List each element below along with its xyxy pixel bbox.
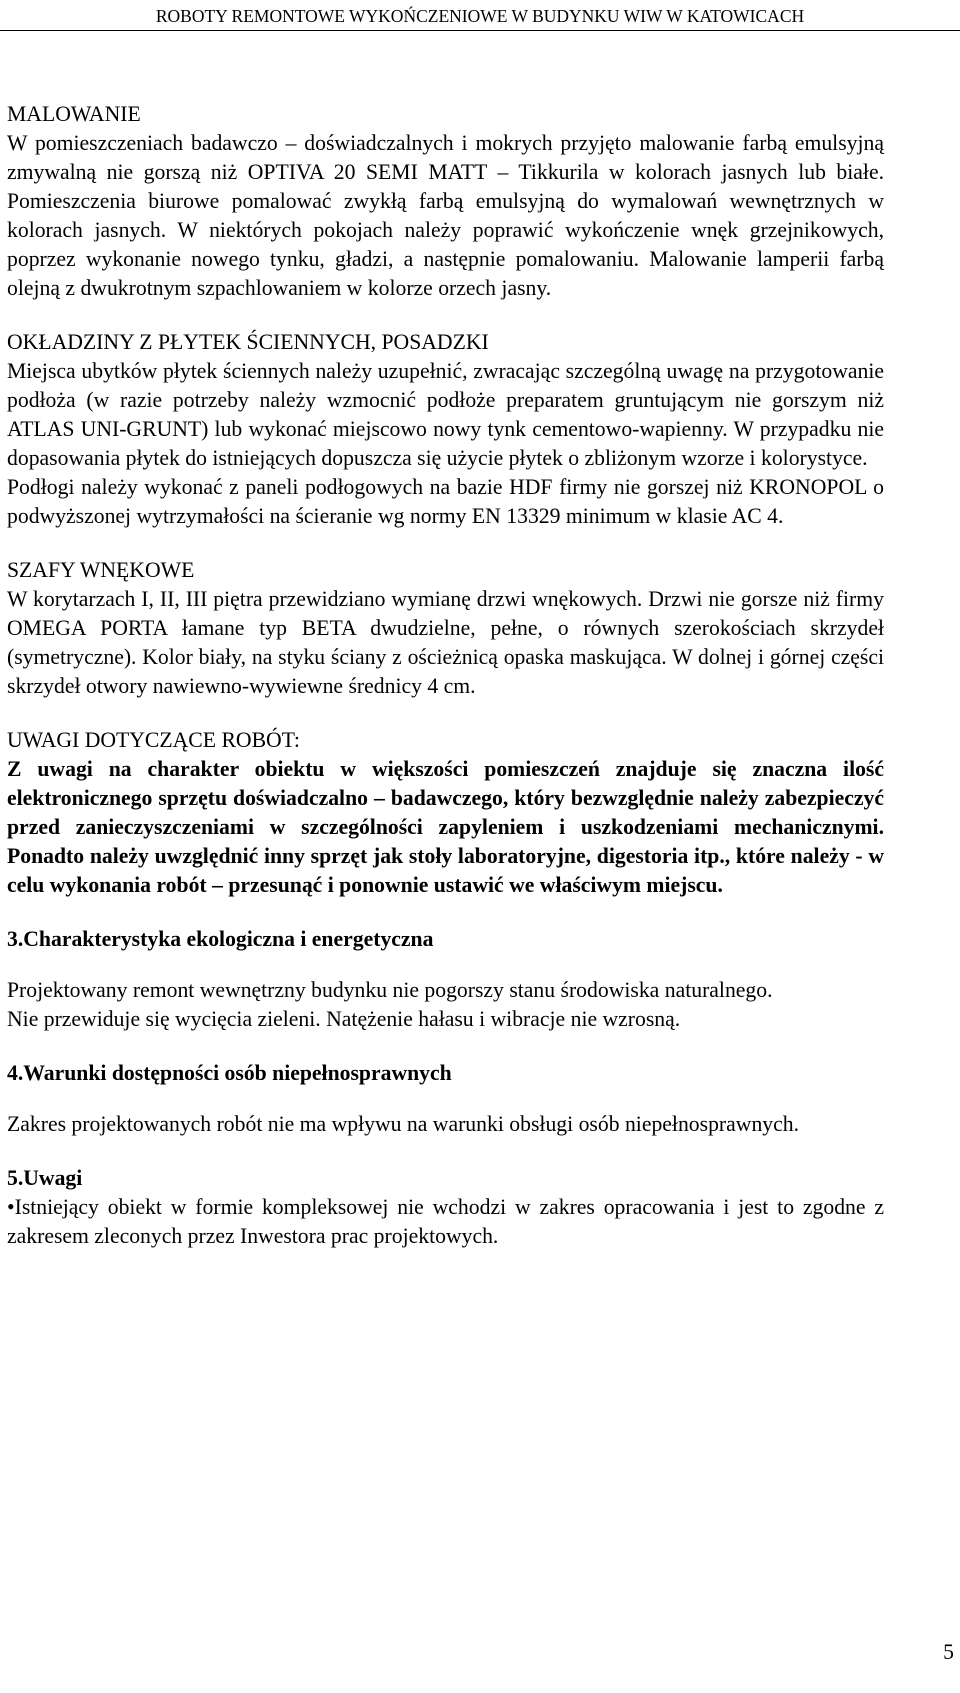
spacer (7, 954, 884, 976)
paragraph-dostepnosc: Zakres projektowanych robót nie ma wpływu na warunki obsługi osób niepełnosprawnych. (7, 1112, 800, 1136)
heading-ekologia: 3.Charakterystyka ekologiczna i energetyczna (7, 927, 434, 951)
bullet-icon: • (7, 1195, 15, 1219)
heading-dostepnosc: 4.Warunki dostępności osób niepełnosprawnych (7, 1061, 452, 1085)
section-uwagi-roboty (7, 726, 884, 900)
bullet-item-uwagi (7, 1193, 884, 1251)
spacer (7, 1139, 884, 1164)
spacer (7, 1034, 884, 1059)
section-dostepnosc (7, 1059, 884, 1139)
heading-szafy: SZAFY WNĘKOWE (7, 558, 195, 582)
spacer (7, 701, 884, 726)
header-title: ROBOTY REMONTOWE WYKOŃCZENIOWE W BUDYNKU WIW W KATOWICACH (155, 6, 805, 26)
spacer (7, 900, 884, 925)
paragraph-szafy: W korytarzach I, II, III piętra przewidziano wymianę drzwi wnękowych. Drzwi nie gorsze niż firmy OMEGA PORTA łamane typ BETA dwudzielne, pełne, o równych szerokościach skrzydeł (symetryczne). Kolor biały, na styku ściany z ościeżnicą opaska maskująca. W dolnej i górnej części skrzydeł otwory nawiewno-wywiewne średnicy 4 cm. (7, 587, 884, 698)
heading-okladziny: OKŁADZINY Z PŁYTEK ŚCIENNYCH, POSADZKI (7, 330, 489, 354)
section-uwagi (7, 1164, 884, 1251)
section-malowanie (7, 100, 884, 303)
bullet-text: Istniejący obiekt w formie kompleksowej nie wchodzi w zakres opracowania i jest to zgodne z zakresem zleconych przez Inwestora prac projektowych. (7, 1195, 884, 1248)
section-okladziny (7, 328, 884, 531)
paragraph-uwagi-roboty: Z uwagi na charakter obiektu w większości pomieszczeń znajduje się znaczna ilość elektronicznego sprzętu doświadczalno – badawczego, który bezwzględnie należy zabezpieczyć przed zanieczyszczeniami w szczególności zapyleniem i uszkodzeniami mechanicznymi. Ponadto należy uwzględnić inny sprzęt jak stoły laboratoryjne, digestoria itp., które należy - w celu wykonania robót – przesunąć i ponownie ustawić we właściwym miejscu. (7, 757, 884, 897)
page-number: 5 (943, 1640, 954, 1664)
paragraph-okladziny-plytki: Miejsca ubytków płytek ściennych należy uzupełnić, zwracając szczególną uwagę na przygotowanie podłoża (w razie potrzeby należy wzmocnić podłoże preparatem gruntującym nie gorszym niż ATLAS UNI-GRUNT) lub wykonać miejscowo nowy tynk cementowo-wapienny. W przypadku nie dopasowania płytek do istniejących dopuszcza się użycie płytek o zbliżonym wzorze i kolorystyce. (7, 359, 884, 470)
document-body (7, 100, 884, 1251)
section-ekologia (7, 925, 884, 1034)
paragraph-ekologia-line1: Projektowany remont wewnętrzny budynku nie pogorszy stanu środowiska naturalnego. (7, 978, 773, 1002)
spacer (7, 1088, 884, 1110)
spacer (7, 531, 884, 556)
paragraph-okladziny-podlogi: Podłogi należy wykonać z paneli podłogowych na bazie HDF firmy nie gorszej niż KRONOPOL o podwyższonej wytrzymałości na ścieranie wg normy EN 13329 minimum w klasie AC 4. (7, 475, 884, 528)
section-szafy (7, 556, 884, 701)
paragraph-ekologia-line2: Nie przewiduje się wycięcia zieleni. Natężenie hałasu i wibracje nie wzrosną. (7, 1007, 681, 1031)
heading-malowanie: MALOWANIE (7, 102, 141, 126)
page-header (0, 2, 960, 31)
spacer (7, 303, 884, 328)
heading-uwagi: 5.Uwagi (7, 1166, 83, 1190)
heading-uwagi-roboty: UWAGI DOTYCZĄCE ROBÓT: (7, 728, 300, 752)
paragraph-malowanie: W pomieszczeniach badawczo – doświadczalnych i mokrych przyjęto malowanie farbą emulsyjną zmywalną nie gorszą niż OPTIVA 20 SEMI MATT – Tikkurila w kolorach jasnych lub białe. Pomieszczenia biurowe pomalować zwykłą farbą emulsyjną do wymalowań wewnętrznych w kolorach jasnych. W niektórych pokojach należy poprawić wykończenie wnęk grzejnikowych, poprzez wykonanie nowego tynku, gładzi, a następnie pomalowaniu. Malowanie lamperii farbą olejną z dwukrotnym szpachlowaniem w kolorze orzech jasny. (7, 131, 884, 300)
